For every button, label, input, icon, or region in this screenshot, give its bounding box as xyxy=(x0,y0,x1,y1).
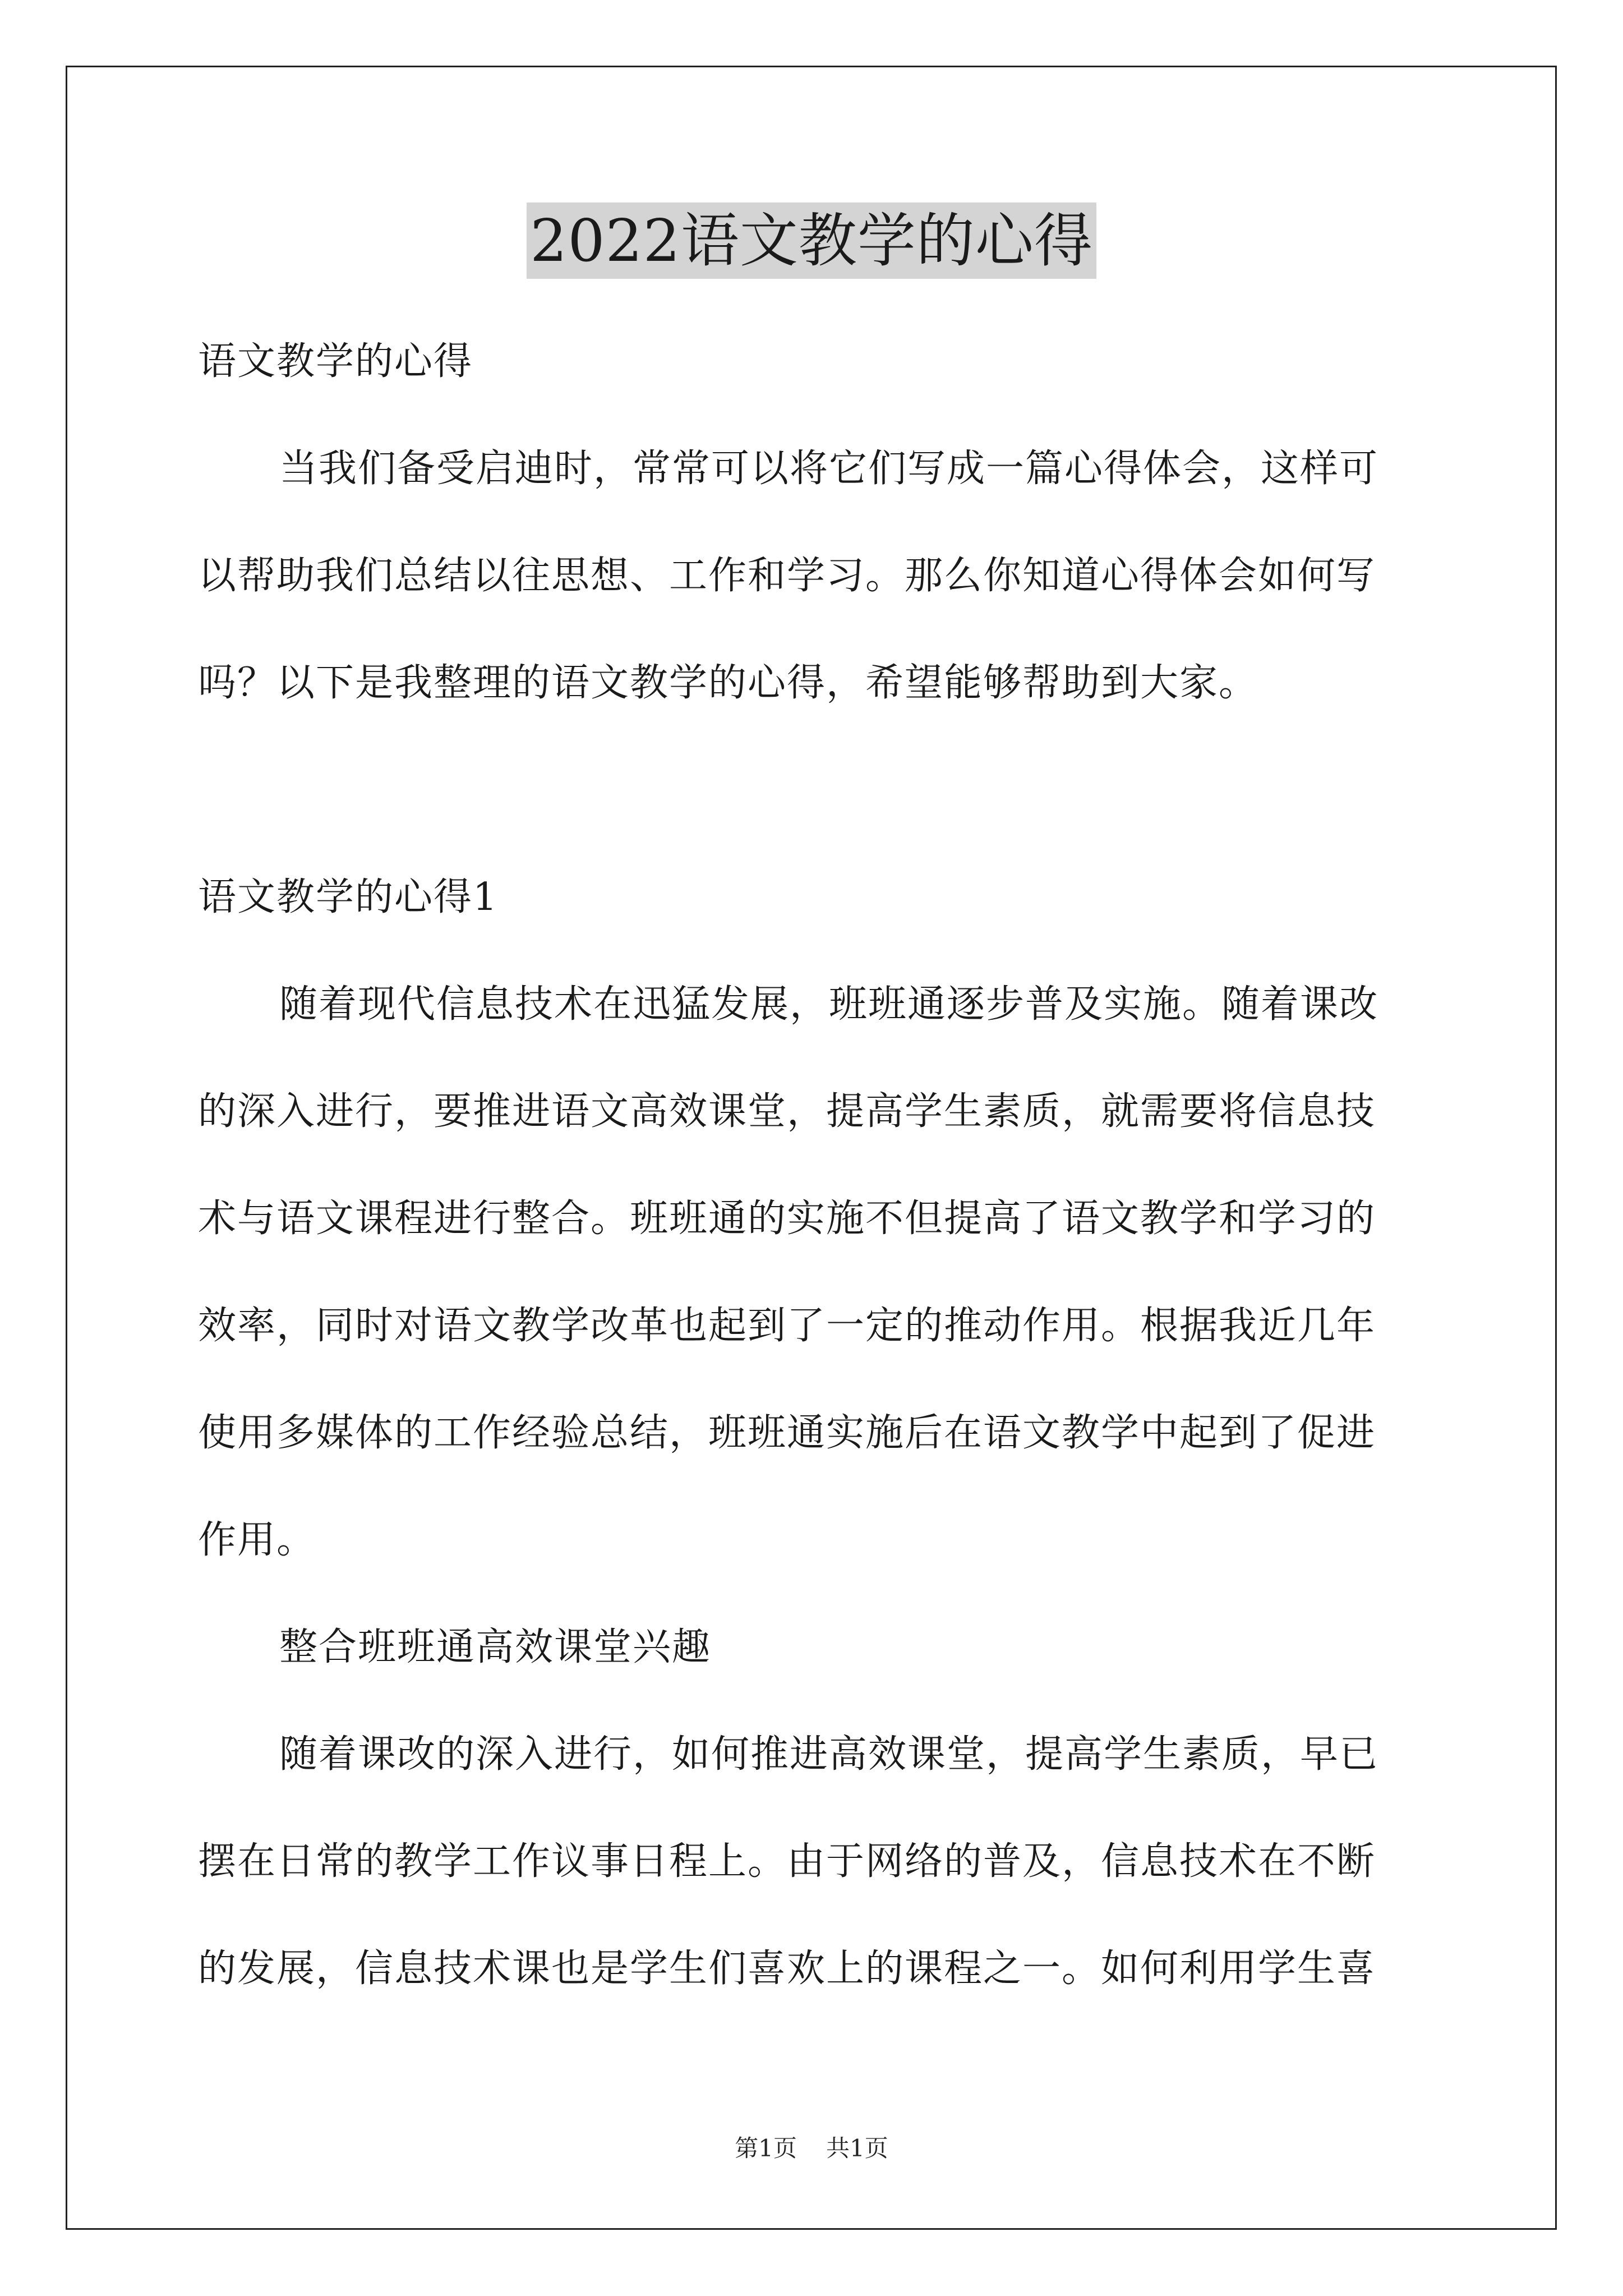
page-footer xyxy=(0,2132,1623,2165)
paragraph-line: 效率，同时对语文教学改革也起到了一定的推动作用。根据我近几年 xyxy=(198,1304,1376,1348)
paragraph-line: 作用。 xyxy=(198,1518,316,1562)
paragraph-line: 的发展，信息技术课也是学生们喜欢上的课程之一。如何利用学生喜 xyxy=(198,1947,1376,1991)
paragraph-line: 随着现代信息技术在迅猛发展，班班通逐步普及实施。随着课改 xyxy=(279,982,1379,1027)
title-container xyxy=(0,203,1623,279)
intro-line: 吗？以下是我整理的语文教学的心得，希望能够帮助到大家。 xyxy=(198,661,1258,705)
subtitle: 语文教学的心得 xyxy=(198,339,473,384)
intro-line: 以帮助我们总结以往思想、工作和学习。那么你知道心得体会如何写 xyxy=(198,554,1376,598)
paragraph-line: 随着课改的深入进行，如何推进高效课堂，提高学生素质，早已 xyxy=(279,1732,1379,1777)
paragraph-line: 的深入进行，要推进语文高效课堂，提高学生素质，就需要将信息技 xyxy=(198,1089,1376,1134)
section-heading: 语文教学的心得1 xyxy=(198,875,499,919)
document-title: 2022语文教学的心得 xyxy=(527,203,1096,279)
document-body xyxy=(198,308,1432,2022)
paragraph-line: 使用多媒体的工作经验总结，班班通实施后在语文教学中起到了促进 xyxy=(198,1411,1376,1455)
page-total: 共1页 xyxy=(826,2134,888,2162)
intro-line: 当我们备受启迪时，常常可以将它们写成一篇心得体会，这样可 xyxy=(279,447,1379,491)
page-number: 第1页 xyxy=(735,2134,797,2162)
paragraph-line: 术与语文课程进行整合。班班通的实施不但提高了语文教学和学习的 xyxy=(198,1197,1376,1241)
paragraph-gap xyxy=(198,737,1432,844)
paragraph-line: 摆在日常的教学工作议事日程上。由于网络的普及，信息技术在不断 xyxy=(198,1839,1376,1884)
sub-heading: 整合班班通高效课堂兴趣 xyxy=(279,1625,712,1669)
